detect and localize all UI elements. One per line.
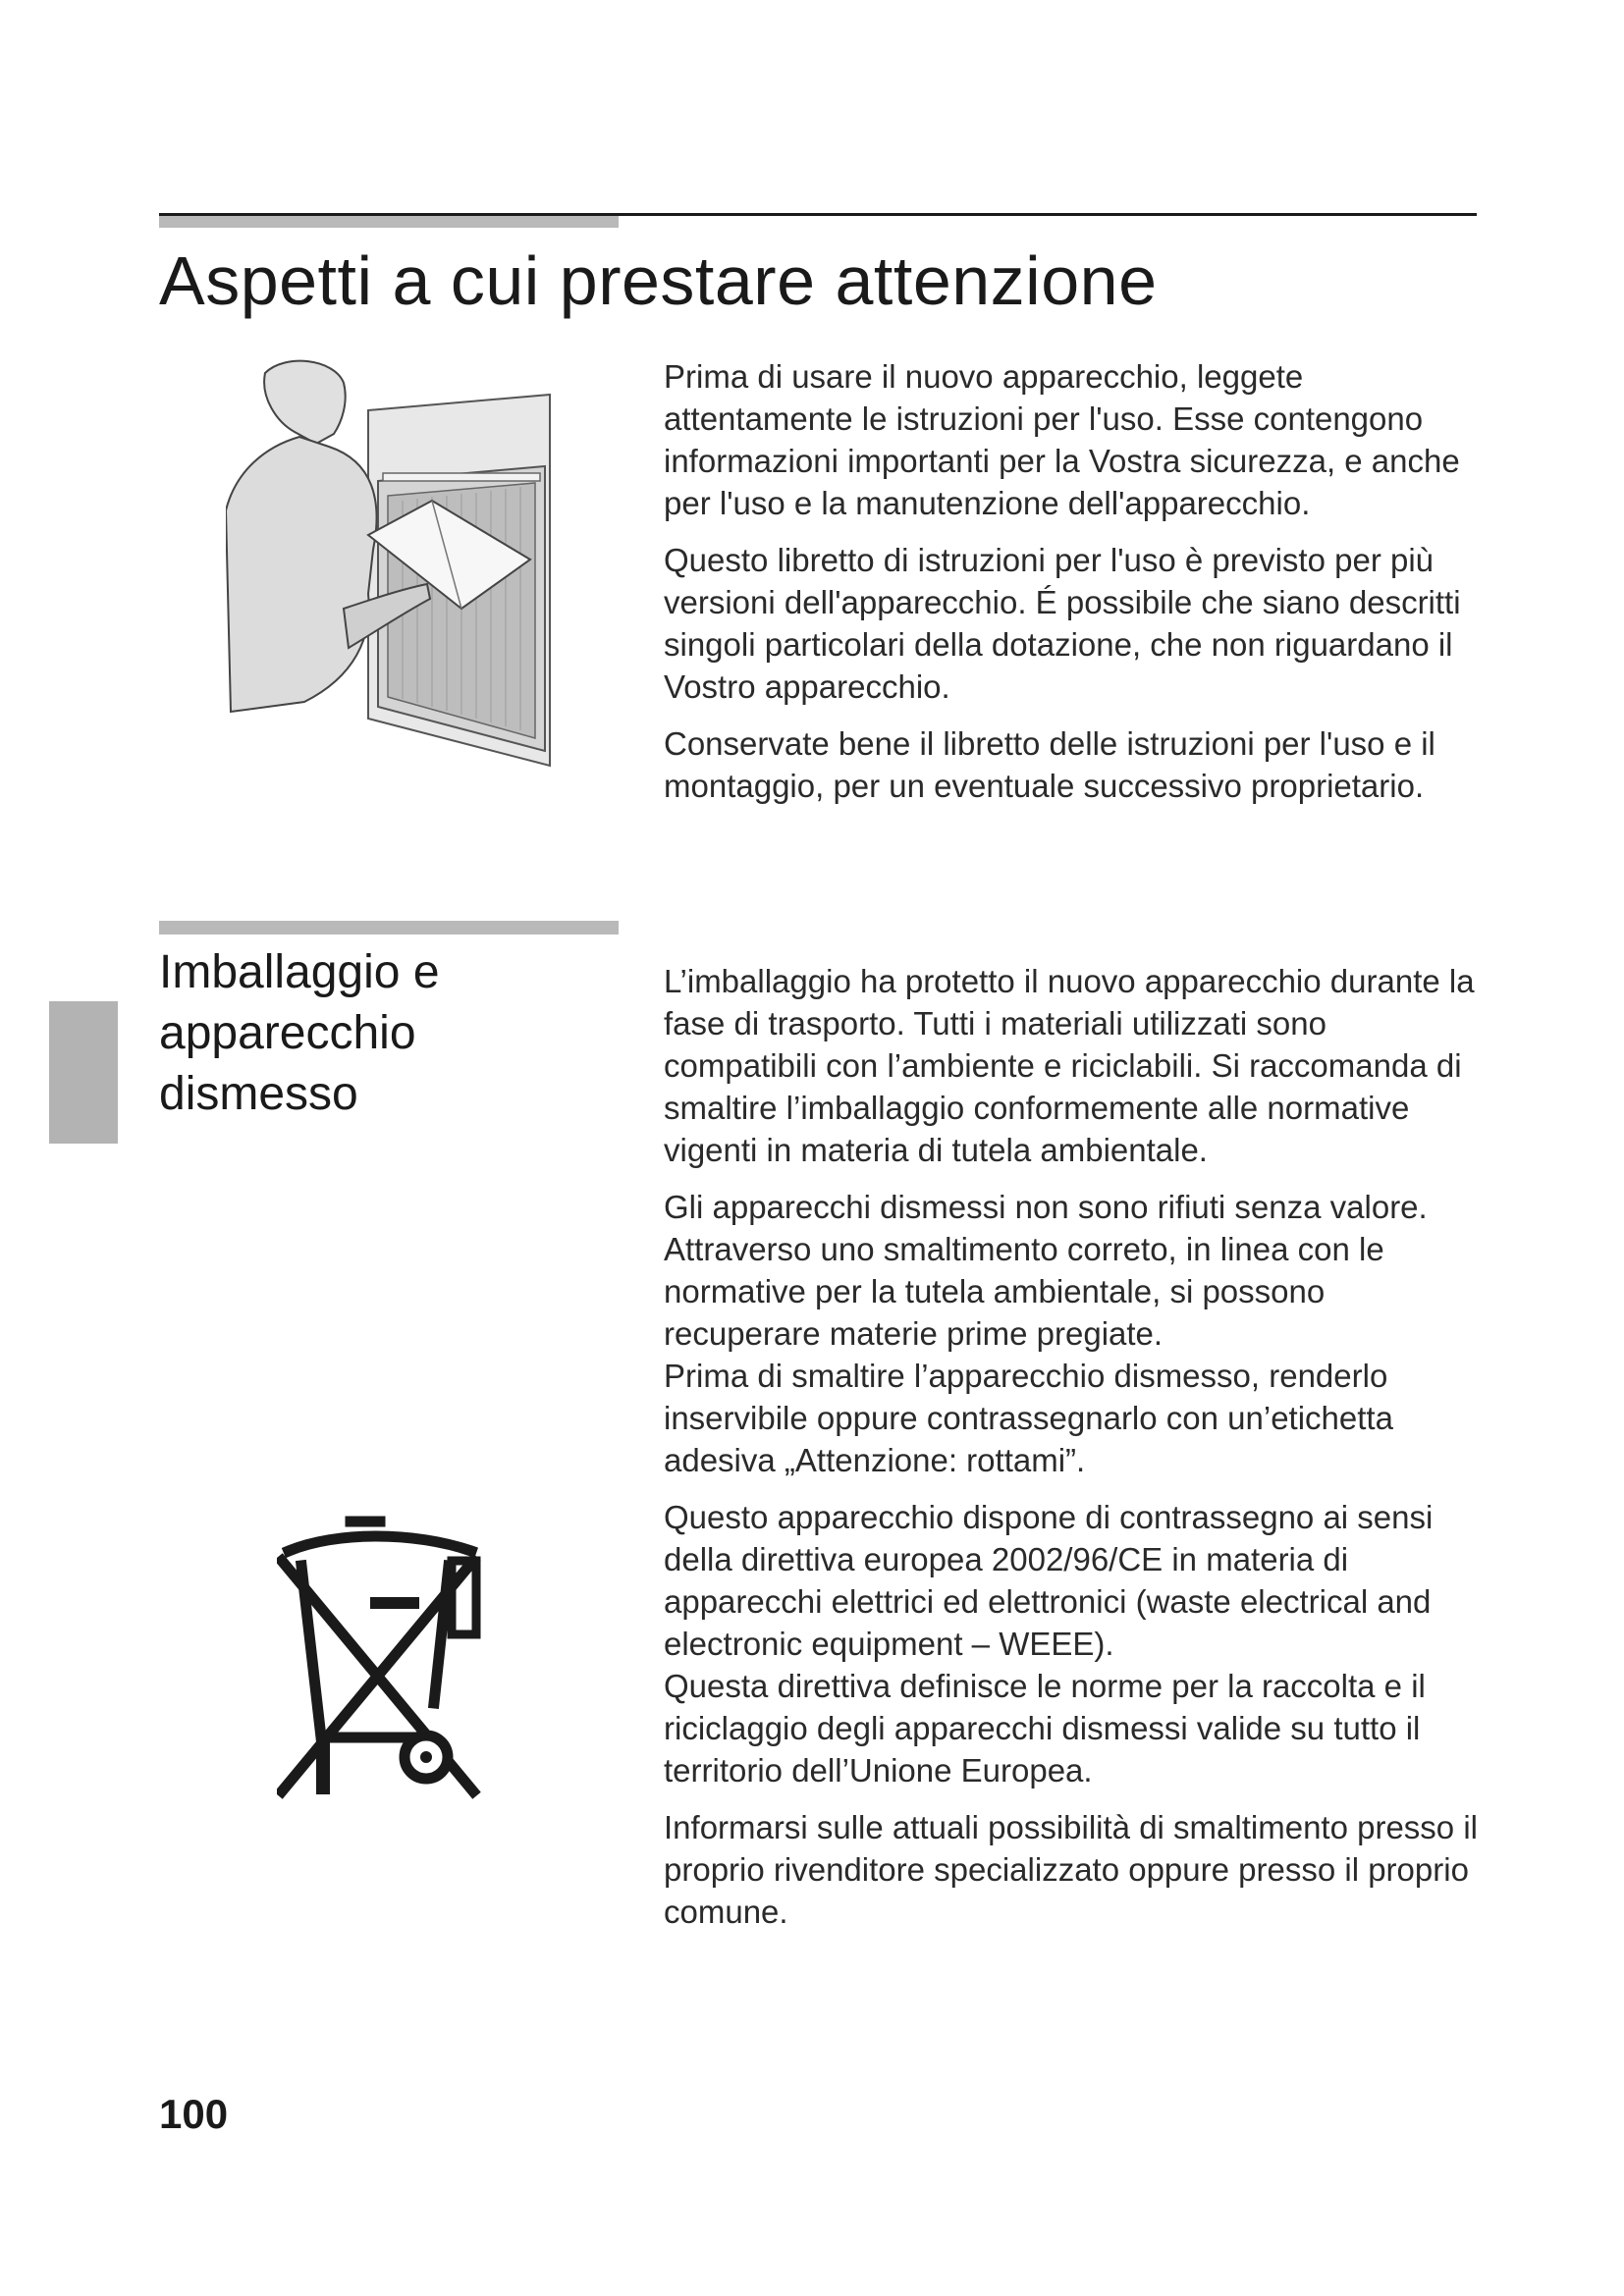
intro-text — [664, 355, 1489, 822]
section-heading-line: Imballaggio e — [159, 946, 440, 998]
section-paragraph: Gli apparecchi dismessi non sono rifiuti senza valore. Attraverso uno smaltimento correto, in linea con le normative per la tutela ambientale, si possono recuperare materie prime pregiate. — [664, 1189, 1428, 1352]
header-rule-gray — [159, 214, 619, 228]
person-reading-manual-illustration — [226, 353, 560, 775]
section-heading-line: apparecchio — [159, 1007, 416, 1059]
section-paragraph: Questo apparecchio dispone di contrassegno ai sensi della direttiva europea 2002/96/CE in materia di apparecchi elettrici ed elettronici (waste electrical and electronic equipment – WEEE). — [664, 1499, 1434, 1662]
section-paragraph: L’imballaggio ha protetto il nuovo apparecchio durante la fase di trasporto. Tutti i materiali utilizzati sono compatibili con l’ambiente e riciclabili. Si raccomanda di smaltire l’imballaggio conformemente alle normative vigenti in materia di tutela ambientale. — [664, 963, 1475, 1168]
header-rule-black — [159, 213, 1477, 216]
intro-paragraph: Questo libretto di istruzioni per l'uso è previsto per più versioni dell'apparecchio. É possibile che siano descritti singoli particolari della dotazione, che non riguardano il Vostro apparecchio. — [664, 542, 1461, 705]
page-title: Aspetti a cui prestare attenzione — [159, 242, 1158, 319]
intro-paragraph: Conservate bene il libretto delle istruzioni per l'uso e il montaggio, per un eventuale successivo proprietario. — [664, 725, 1435, 804]
section-heading — [159, 942, 440, 1125]
section-paragraph: Prima di smaltire l’apparecchio dismesso, renderlo inservibile oppure contrassegnarlo con un’etichetta adesiva „Attenzione: rottami”. — [664, 1358, 1393, 1478]
section-text — [664, 960, 1489, 1948]
crossed-out-wheelie-bin-icon — [277, 1507, 483, 1801]
section-heading-line: dismesso — [159, 1068, 358, 1120]
section-paragraph: Informarsi sulle attuali possibilità di smaltimento presso il proprio rivenditore specializzato oppure presso il proprio comune. — [664, 1809, 1478, 1930]
page-number: 100 — [159, 2091, 229, 2137]
intro-paragraph: Prima di usare il nuovo apparecchio, leggete attentamente le istruzioni per l'uso. Esse contengono informazioni importanti per la Vostra sicurezza, e anche per l'uso e la manutenzione dell'apparecchio. — [664, 358, 1460, 521]
side-tab-marker — [49, 1001, 118, 1144]
section-paragraph: Questa direttiva definisce le norme per la raccolta e il riciclaggio degli apparecchi dismessi valide su tutto il territorio dell’Unione Europea. — [664, 1668, 1426, 1789]
section-rule-gray — [159, 921, 619, 934]
